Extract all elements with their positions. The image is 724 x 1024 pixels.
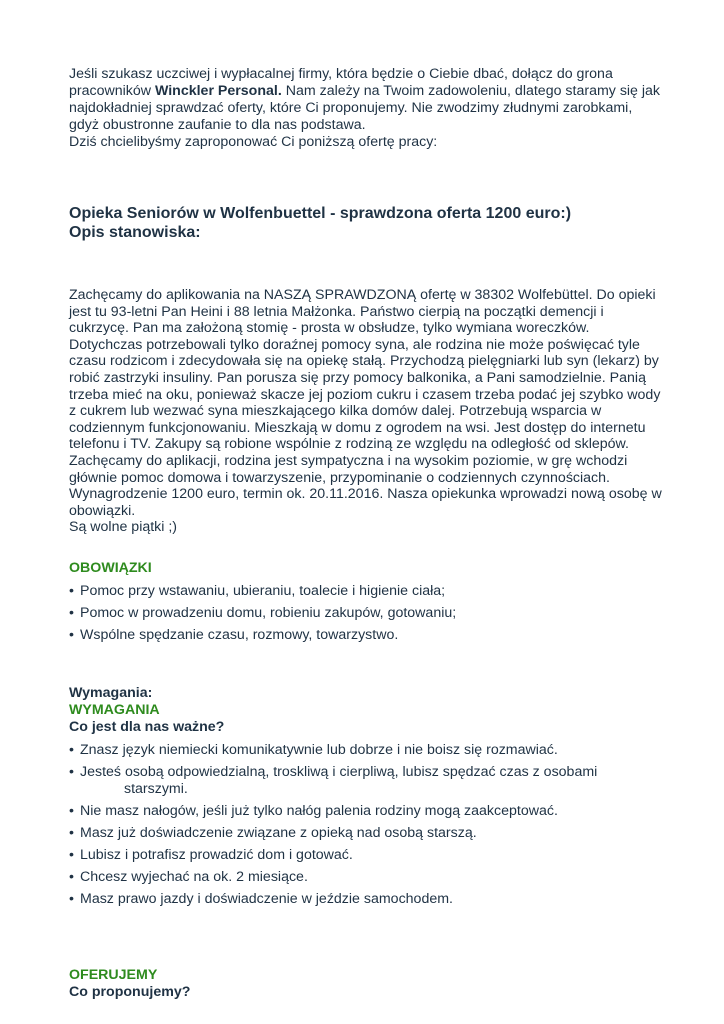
bullet-icon: • bbox=[69, 824, 74, 841]
company-name: Winckler Personal. bbox=[154, 83, 282, 99]
bullet-icon: • bbox=[69, 763, 74, 780]
offer-question: Co proponujemy? bbox=[69, 983, 191, 1000]
intro-text-end: Nam zależy na Twoim zadowoleniu, dlatego staramy się jak najdokładniej sprawdzać oferty, które Ci proponujemy. Nie zwodzimy złudnymi zarobkami, gdyż obustronne zaufanie to dla nas podstawa. bbox=[69, 83, 661, 133]
duties-list bbox=[69, 583, 664, 644]
requirement-text: Jesteś osobą odpowiedzialną, troskliwą i cierpliwą, lubisz spędzać czas z osobami bbox=[80, 763, 598, 780]
duty-text: Wspólne spędzanie czasu, rozmowy, towarzystwo. bbox=[80, 626, 399, 643]
list-item bbox=[69, 583, 664, 600]
bullet-icon: • bbox=[69, 802, 74, 819]
job-description bbox=[69, 287, 664, 536]
list-item bbox=[69, 605, 664, 622]
list-item bbox=[69, 847, 664, 864]
bullet-icon: • bbox=[69, 846, 74, 863]
job-description-heading: Opis stanowiska: bbox=[69, 223, 201, 241]
bullet-icon: • bbox=[69, 582, 74, 599]
duty-text: Pomoc przy wstawaniu, ubieraniu, toalecie i higienie ciała; bbox=[80, 582, 446, 599]
requirements-label: Wymagania: bbox=[69, 684, 153, 701]
requirement-text: Nie masz nałogów, jeśli już tylko nałóg palenia rodziny mogą zaakceptować. bbox=[80, 802, 558, 819]
list-item bbox=[69, 803, 664, 820]
list-item bbox=[69, 825, 664, 842]
job-description-closing: Są wolne piątki ;) bbox=[69, 519, 178, 536]
requirement-text: Chcesz wyjechać na ok. 2 miesiące. bbox=[80, 868, 308, 885]
requirement-text-continuation: starszymi. bbox=[124, 780, 188, 797]
requirements-heading: WYMAGANIA bbox=[69, 701, 160, 718]
duties-heading: OBOWIĄZKI bbox=[69, 559, 152, 576]
duty-text: Pomoc w prowadzeniu domu, robieniu zakupów, gotowaniu; bbox=[80, 604, 457, 621]
bullet-icon: • bbox=[69, 741, 74, 758]
job-title: Opieka Seniorów w Wolfenbuettel - sprawdzona oferta 1200 euro:) bbox=[69, 205, 572, 222]
list-item bbox=[69, 764, 664, 798]
requirements-list bbox=[69, 742, 664, 908]
bullet-icon: • bbox=[69, 890, 74, 907]
list-item bbox=[69, 627, 664, 644]
bullet-icon: • bbox=[69, 626, 74, 643]
intro-text-start: Jeśli szukasz uczciwej i wypłacalnej firmy, która będzie o Ciebie dbać, dołącz do grona pracowników bbox=[69, 66, 613, 99]
requirements-question: Co jest dla nas ważne? bbox=[69, 718, 225, 735]
requirement-text: Masz prawo jazdy i doświadczenie w jeździe samochodem. bbox=[80, 890, 453, 907]
list-item bbox=[69, 891, 664, 908]
intro-paragraph bbox=[69, 66, 664, 151]
requirement-text: Znasz język niemiecki komunikatywnie lub dobrze i nie boisz się rozmawiać. bbox=[80, 741, 558, 758]
bullet-icon: • bbox=[69, 868, 74, 885]
requirement-text: Lubisz i potrafisz prowadzić dom i gotować. bbox=[80, 846, 353, 863]
requirement-text: Masz już doświadczenie związane z opieką nad osobą starszą. bbox=[80, 824, 477, 841]
bullet-icon: • bbox=[69, 604, 74, 621]
offer-heading: OFERUJEMY bbox=[69, 966, 158, 983]
job-description-body: Zachęcamy do aplikowania na NASZĄ SPRAWDZONĄ ofertę w 38302 Wolfebüttel. Do opieki jest tu 93-letni Pan Heini i 88 letnia Małżonka. Państwo cierpią na początki demencji i cukrzycę. Pan ma założoną stomię - prosta w obsłudze, tylko wymiana woreczków. Dotychczas potrzebowali tylko doraźnej pomocy syna, ale rodzina nie może poświęcać tyle czasu rodzicom i zdecydowała się na opiekę stałą. Przychodzą pielęgniarki lub syn (lekarz) by robić zastrzyki insuliny. Pan porusza się przy pomocy balkonika, a Pani samodzielnie. Panią trzeba mieć na oku, ponieważ skacze jej poziom cukru i czasem trzeba podać jej szybko wody z cukrem lub wezwać syna mieszkającego kilka domów dalej. Potrzebują wsparcia w codziennym funkcjonowaniu. Mieszkają w domu z ogrodem na wsi. Jest dostęp do internetu telefonu i TV. Zakupy są robione wspólnie z rodziną ze względu na odległość od sklepów. Zachęcamy do aplikacji, rodzina jest sympatyczna i na wysokim poziomie, w grę wchodzi głównie pomoc domowa i towarzyszenie, przypominanie o codziennych czynnościach. Wynagrodzenie 1200 euro, termin ok. 20.11.2016. Nasza opiekunka wprowadzi nową osobę w obowiązki. bbox=[69, 287, 662, 519]
list-item bbox=[69, 742, 664, 759]
list-item bbox=[69, 869, 664, 886]
intro-offer-line: Dziś chcielibyśmy zaproponować Ci poniższą ofertę pracy: bbox=[69, 134, 438, 150]
